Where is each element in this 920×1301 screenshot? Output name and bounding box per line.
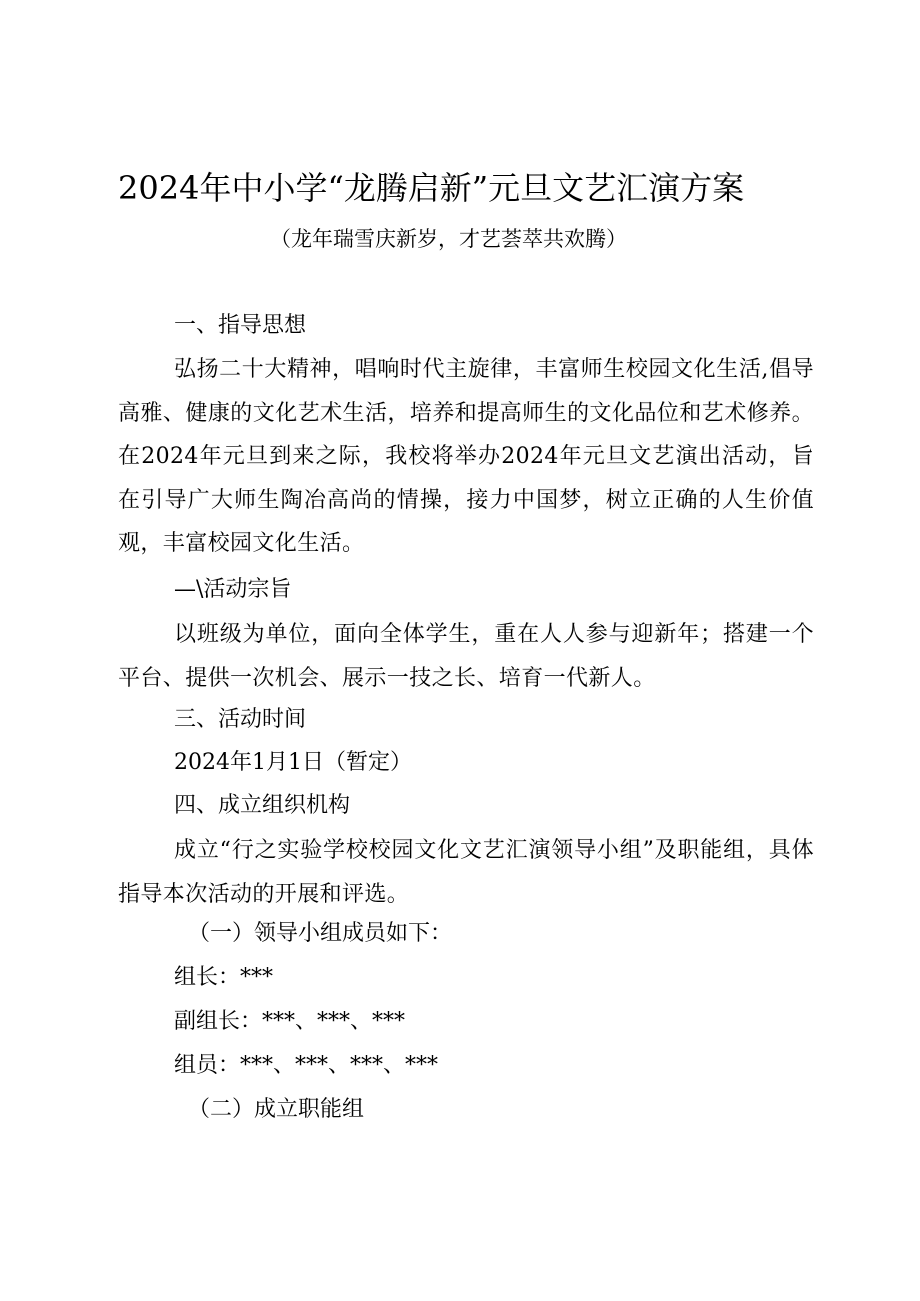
section-body-guiding-ideology: 弘扬二十大精神，唱响时代主旋律，丰富师生校园文化生活,倡导高雅、健康的文化艺术生活，培养和提高师生的文化品位和艺术修养。在2024年元旦到来之际，我校将举办2024年元旦文艺演出活动，旨在引导广大师生陶冶高尚的情操，接力中国梦，树立正确的人生价值观，丰富校园文化生活。	[118, 357, 814, 556]
members-line: 组员：***、***、***、***	[174, 1053, 439, 1078]
leader-line: 组长：***	[174, 965, 274, 990]
section-heading-purpose: —\活动宗旨	[174, 577, 292, 602]
document-title: 2024年中小学“龙腾启新”元旦文艺汇演方案	[118, 169, 745, 207]
subsection-leadership-group: （一）领导小组成员如下：	[188, 921, 453, 946]
subsection-functional-groups: （二）成立职能组	[188, 1097, 365, 1122]
section-heading-guiding-ideology: 一、指导思想	[174, 313, 307, 338]
section-body-time: 2024年1月1日（暂定）	[174, 750, 412, 775]
section-body-organization: 成立“行之实验学校校园文化文艺汇演领导小组”及职能组，具体指导本次活动的开展和评选。	[118, 838, 814, 907]
section-heading-time: 三、活动时间	[174, 707, 307, 732]
section-body-purpose: 以班级为单位，面向全体学生，重在人人参与迎新年；搭建一个平台、提供一次机会、展示一技之长、培育一代新人。	[118, 622, 814, 691]
section-heading-organization: 四、成立组织机构	[174, 793, 351, 818]
document-subtitle: （龙年瑞雪庆新岁，才艺荟萃共欢腾）	[270, 227, 627, 251]
vice-leader-line: 副组长：***、***、***	[174, 1009, 406, 1034]
